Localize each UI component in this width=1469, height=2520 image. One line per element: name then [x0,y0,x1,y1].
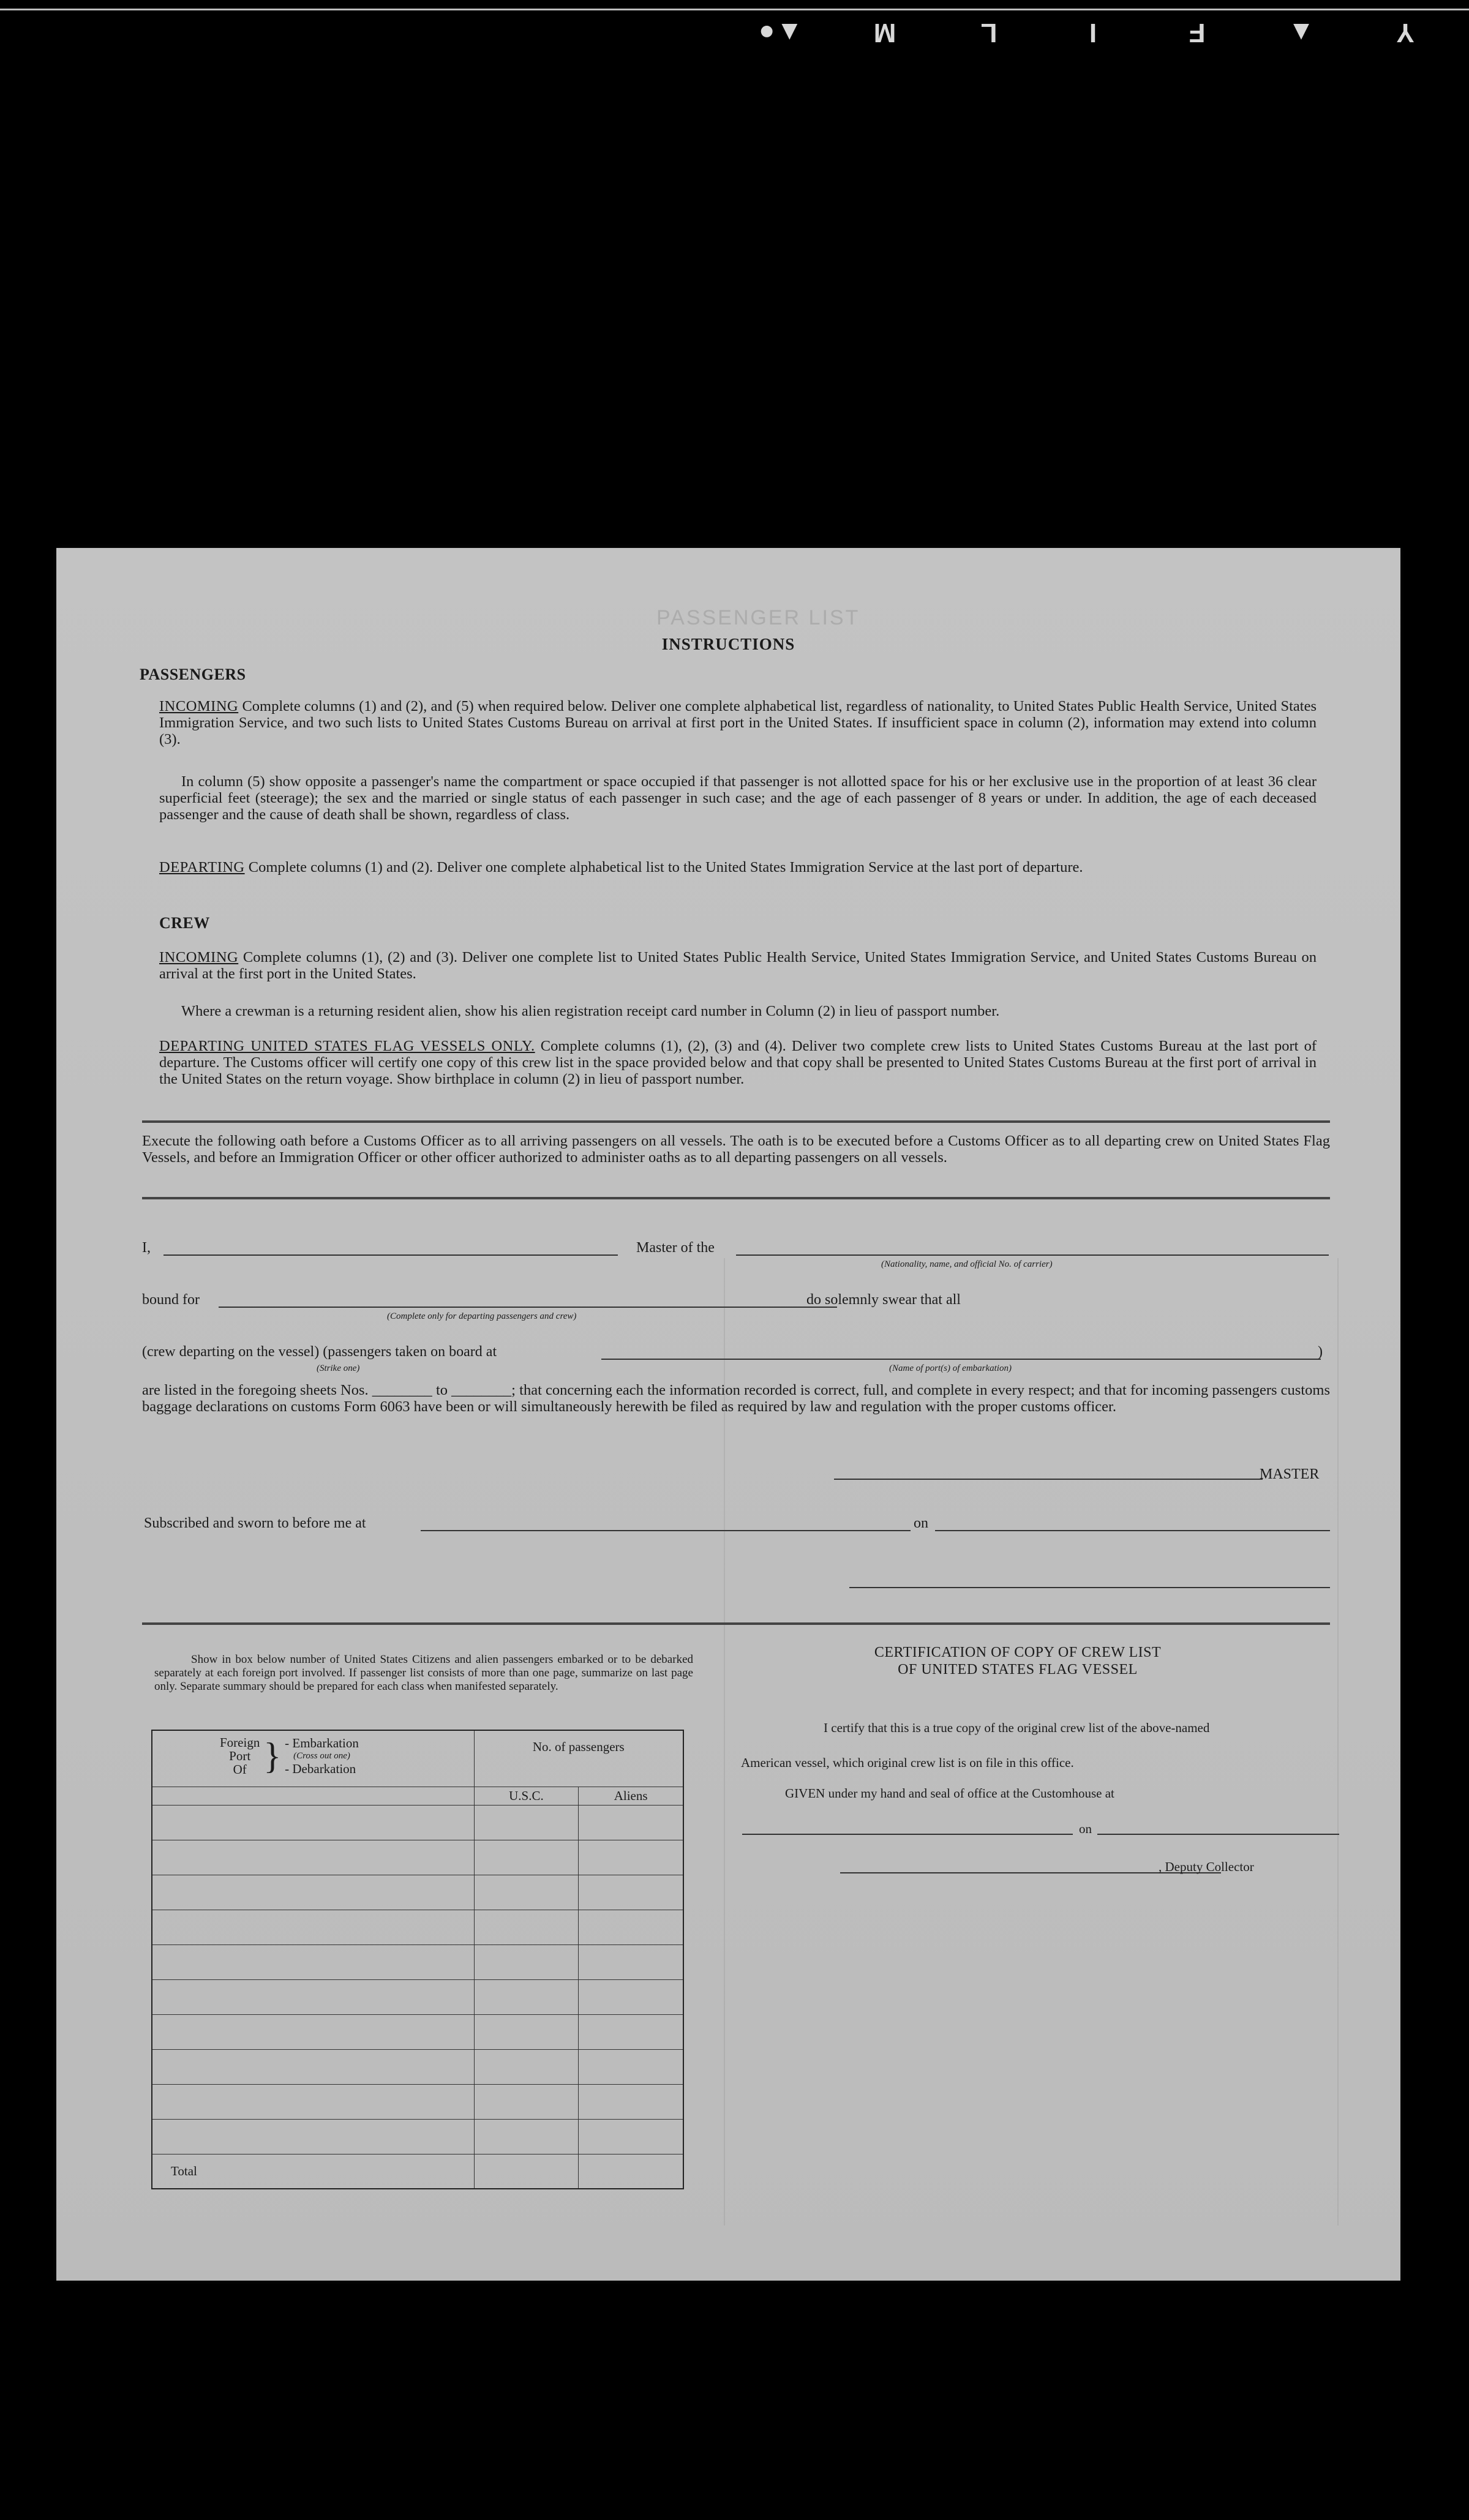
port-cell[interactable] [152,1875,474,1910]
usc-cell[interactable] [474,2119,579,2154]
crew-departing-text: Complete columns (1), (2), (3) and (4). Deliver two complete crew lists to United States Customs Bureau at the last port of departure. The Customs officer will certify one copy of this crew list in the space provided below and that copy shall be presented to United States Customs Bureau at the first port of arrival in the United States on the return voyage. Show birthplace in column (2) in lieu of passport number. [159,1038,1317,1087]
deputy-collector-label: , Deputy Collector [1159,1859,1254,1874]
carrier-note: (Nationality, name, and official No. of carrier) [881,1259,1053,1269]
certification-heading-line1: CERTIFICATION OF COPY OF CREW LIST [874,1644,1162,1660]
passengers-heading: PASSENGERS [140,666,246,683]
crew-departing-paragraph [159,1038,1317,1087]
film-letter: L [979,18,997,48]
port-cell[interactable] [152,1944,474,1979]
master-label: MASTER [1260,1466,1320,1482]
aliens-header: Aliens [579,1787,683,1805]
subscribed-label: Subscribed and sworn to before me at [144,1515,366,1531]
oath-intro-paragraph: Execute the following oath before a Customs Officer as to all arriving passengers on all vessels. The oath is to be executed before a Customs Officer as to all departing crew on United States Flag Vessels, and before an Immigration Officer or other officer authorized to administer oaths as to all departing passengers on all vessels. [142,1133,1330,1166]
film-letter: M [872,18,896,48]
crew-heading: CREW [159,914,210,932]
aliens-cell[interactable] [579,1910,683,1944]
film-letter: I [1088,18,1097,48]
film-letter: Y [1395,18,1415,48]
no-of-passengers-label: No. of passengers [532,1739,625,1754]
aliens-cell[interactable] [579,1979,683,2014]
swear-label: do solemnly swear that all [806,1292,961,1308]
passengers-incoming-label: INCOMING [159,698,239,714]
crew-departing-oath: (crew departing on the vessel) (passengers taken on board at [142,1344,497,1360]
aliens-total-cell[interactable] [579,2154,683,2189]
certify-text-2: American vessel, which original crew list is on file in this office. [741,1755,1074,1770]
crew-incoming-paragraph [159,949,1317,982]
certify-text-1: I certify that this is a true copy of the original crew list of the above-named [824,1720,1210,1735]
film-letter: ▲● [757,18,803,48]
usc-cell[interactable] [474,1805,579,1840]
aliens-cell[interactable] [579,1944,683,1979]
aliens-cell[interactable] [579,1840,683,1875]
column5-paragraph: In column (5) show opposite a passenger's name the compartment or space occupied if that passenger is not allotted space for his or her exclusive use in the proportion of at least 36 clear superficial feet (steerage); the sex and the married or single status of each passenger in such case; and the age of each passenger of 8 years or under. In addition, the age of each deceased passenger and the cause of death shall be shown, regardless of class. [159,773,1317,823]
listed-paragraph: are listed in the foregoing sheets Nos. ________ to ________; that concerning each the information recorded is correct, full, and complete in every respect; and that for incoming passengers customs baggage declarations on customs Form 6063 have been or will simultaneously herewith be filed as required by law and regulation with the proper customs officer. [142,1382,1330,1415]
passengers-incoming-paragraph [159,698,1317,748]
port-cell[interactable] [152,1805,474,1840]
usc-cell[interactable] [474,1840,579,1875]
passengers-departing-paragraph [159,859,1317,876]
carrier-line[interactable] [736,1254,1329,1256]
port-cell[interactable] [152,1979,474,2014]
usc-cell[interactable] [474,2014,579,2049]
bleedthrough-text: PASSENGER LIST [656,606,860,629]
film-strip-letters [728,17,1457,48]
aliens-cell[interactable] [579,2014,683,2049]
aliens-cell[interactable] [579,1875,683,1910]
usc-cell[interactable] [474,1979,579,2014]
oath-i-label: I, [142,1240,151,1256]
usc-header: U.S.C. [474,1787,579,1805]
usc-cell[interactable] [474,2084,579,2119]
summary-instructions: Show in box below number of United States Citizens and alien passengers embarked or to be debarked separately at each foreign port involved. If passenger list consists of more than one page, summarize on last page only. Separate summary should be prepared for each class when manifested separately. [154,1653,693,1693]
close-paren: ) [1318,1344,1323,1360]
ports-note: (Name of port(s) of embarkation) [889,1363,1012,1373]
usc-cell[interactable] [474,2049,579,2084]
port-cell[interactable] [152,2049,474,2084]
scanned-form-page [56,548,1400,2281]
given-text: GIVEN under my hand and seal of office at the Customhouse at [785,1786,1114,1801]
certification-on-label: on [1079,1821,1092,1836]
passengers-incoming-text: Complete columns (1) and (2), and (5) when required below. Deliver one complete alphabetical list, regardless of nationality, to United States Public Health Service, United States Immigration Service, and two such lists to United States Customs Bureau on arrival at first port in the United States. If insufficient space in column (2), information may extend into column (3). [159,698,1317,748]
oath-top-divider [142,1197,1330,1199]
film-letter: F [1187,18,1206,48]
certification-heading-line2: OF UNITED STATES FLAG VESSEL [898,1662,1138,1678]
embarkation-label: - Embarkation [285,1735,359,1750]
usc-cell[interactable] [474,1944,579,1979]
subheader-blank [152,1787,474,1805]
aliens-cell[interactable] [579,1805,683,1840]
brace: } [263,1736,282,1776]
bound-for-label: bound for [142,1292,200,1308]
usc-total-cell[interactable] [474,2154,579,2189]
film-letter: ▲ [1287,18,1315,48]
instructions-title: INSTRUCTIONS [661,635,795,653]
foreign-port-header [152,1730,474,1787]
foreign-port-label: Foreign Port Of [220,1735,260,1777]
crew-departing-label: DEPARTING UNITED STATES FLAG VESSELS ONLY. [159,1038,535,1054]
crew-incoming-text: Complete columns (1), (2) and (3). Deliver one complete list to United States Public Health Service, United States Immigration Service, and United States Customs Bureau on arrival at the first port in the United States. [159,949,1317,982]
debarkation-label: - Debarkation [285,1761,356,1776]
aliens-cell[interactable] [579,2084,683,2119]
bleedthrough-ruling [724,1258,1339,2226]
passenger-summary-table [151,1730,684,2189]
bound-note: (Complete only for departing passengers and crew) [387,1311,577,1321]
passengers-departing-text: Complete columns (1) and (2). Deliver one complete alphabetical list to the United States Immigration Service at the last port of departure. [248,859,1083,876]
port-cell[interactable] [152,1840,474,1875]
no-of-passengers-header [474,1730,683,1787]
port-cell[interactable] [152,2014,474,2049]
master-name-line[interactable] [163,1254,618,1256]
crew-incoming-label: INCOMING [159,949,239,966]
subscribed-on-label: on [914,1515,928,1531]
total-label: Total [152,2154,474,2189]
master-of-label: Master of the [636,1240,715,1256]
film-edge-line [0,9,1469,10]
section-divider [142,1120,1330,1123]
usc-cell[interactable] [474,1910,579,1944]
port-cell[interactable] [152,2119,474,2154]
port-cell[interactable] [152,2084,474,2119]
aliens-cell[interactable] [579,2049,683,2084]
port-cell[interactable] [152,1910,474,1944]
cross-out-note: (Cross out one) [293,1750,350,1761]
aliens-cell[interactable] [579,2119,683,2154]
passengers-departing-label: DEPARTING [159,859,245,876]
film-strip-header [0,0,1469,55]
strike-note: (Strike one) [317,1363,360,1373]
crew-resident-paragraph: Where a crewman is a returning resident alien, show his alien registration receipt card number in Column (2) in lieu of passport number. [181,1003,1000,1019]
usc-cell[interactable] [474,1875,579,1910]
